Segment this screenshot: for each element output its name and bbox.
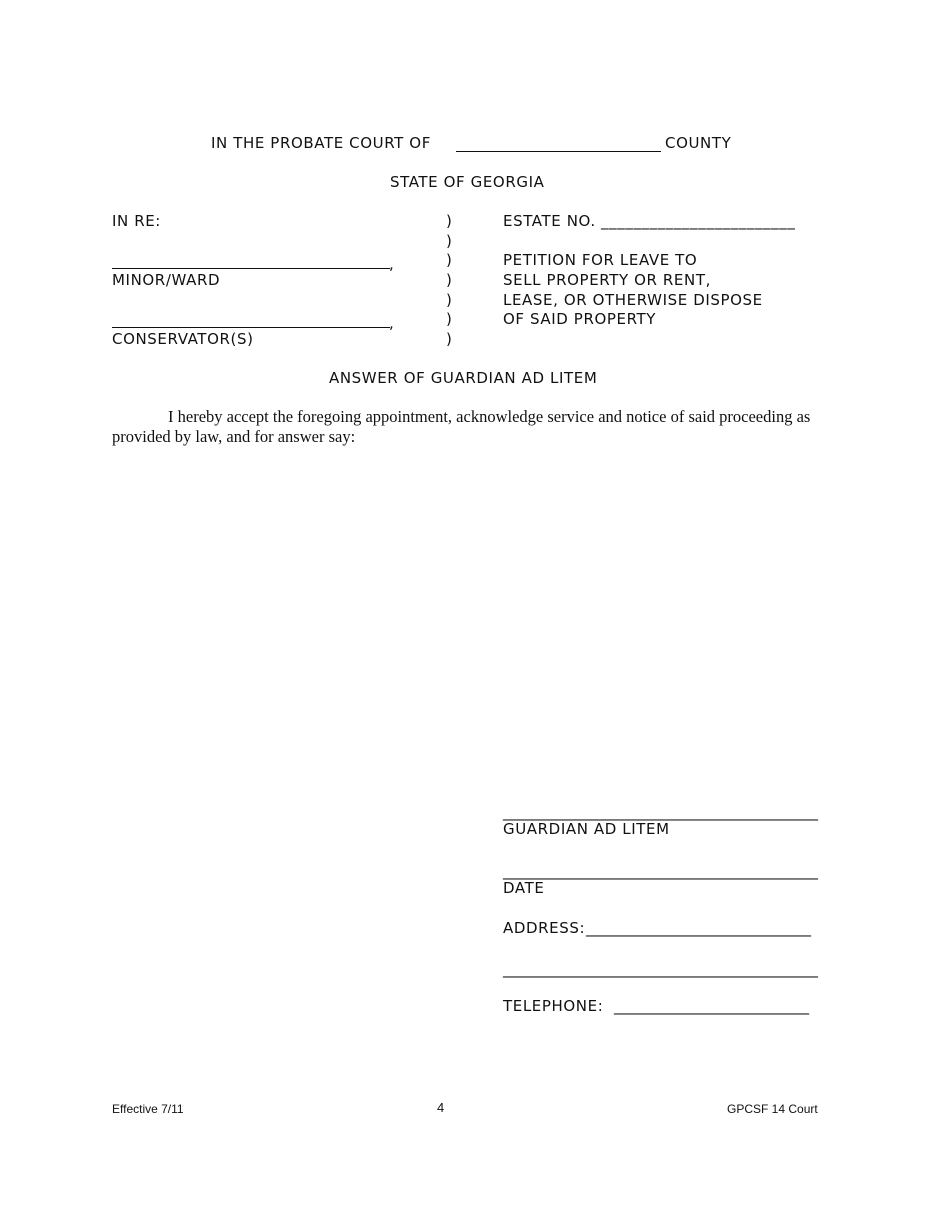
state-heading: STATE OF GEORGIA <box>390 173 545 191</box>
address-field[interactable]: ______________________________ <box>586 919 811 937</box>
county-name-blank[interactable] <box>456 151 661 152</box>
effective-date: Effective 7/11 <box>112 1102 184 1116</box>
petition-title-line: SELL PROPERTY OR RENT, <box>503 271 711 289</box>
minor-ward-label: MINOR/WARD <box>112 271 221 289</box>
conservators-label: CONSERVATOR(S) <box>112 330 254 348</box>
petition-title-line: PETITION FOR LEAVE TO <box>503 251 698 269</box>
caption-paren: ) <box>446 310 452 328</box>
caption-paren: ) <box>446 251 452 269</box>
petition-title-line: LEASE, OR OTHERWISE DISPOSE <box>503 291 763 309</box>
date-field[interactable]: __________________________________________ <box>503 862 818 880</box>
telephone-label: TELEPHONE: <box>503 997 604 1015</box>
minor-ward-name-blank[interactable] <box>112 268 390 269</box>
guardian-signature-field[interactable]: __________________________________________ <box>503 803 818 821</box>
form-id: GPCSF 14 Court <box>727 1102 818 1116</box>
page-number: 4 <box>437 1100 445 1115</box>
caption-paren: ) <box>446 232 452 250</box>
comma: , <box>389 255 395 273</box>
estate-number-field[interactable]: ESTATE NO. ________________________ <box>503 212 796 230</box>
court-heading-prefix: IN THE PROBATE COURT OF <box>211 134 431 152</box>
conservator-name-blank[interactable] <box>112 327 390 328</box>
document-title: ANSWER OF GUARDIAN AD LITEM <box>329 369 598 387</box>
guardian-label: GUARDIAN AD LITEM <box>503 820 670 838</box>
caption-paren: ) <box>446 271 452 289</box>
address-field-line-2[interactable]: __________________________________________ <box>503 960 818 978</box>
body-paragraph-line: I hereby accept the foregoing appointment, acknowledge service and notice of said proceeding as <box>168 407 811 426</box>
caption-paren: ) <box>446 330 452 348</box>
address-label: ADDRESS: <box>503 919 586 937</box>
date-label: DATE <box>503 879 545 897</box>
county-label: COUNTY <box>665 134 732 152</box>
comma: , <box>389 314 395 332</box>
caption-paren: ) <box>446 212 452 230</box>
in-re-label: IN RE: <box>112 212 161 230</box>
telephone-field[interactable]: __________________________ <box>614 997 809 1015</box>
caption-paren: ) <box>446 291 452 309</box>
petition-title-line: OF SAID PROPERTY <box>503 310 657 328</box>
body-paragraph-line: provided by law, and for answer say: <box>112 427 356 446</box>
